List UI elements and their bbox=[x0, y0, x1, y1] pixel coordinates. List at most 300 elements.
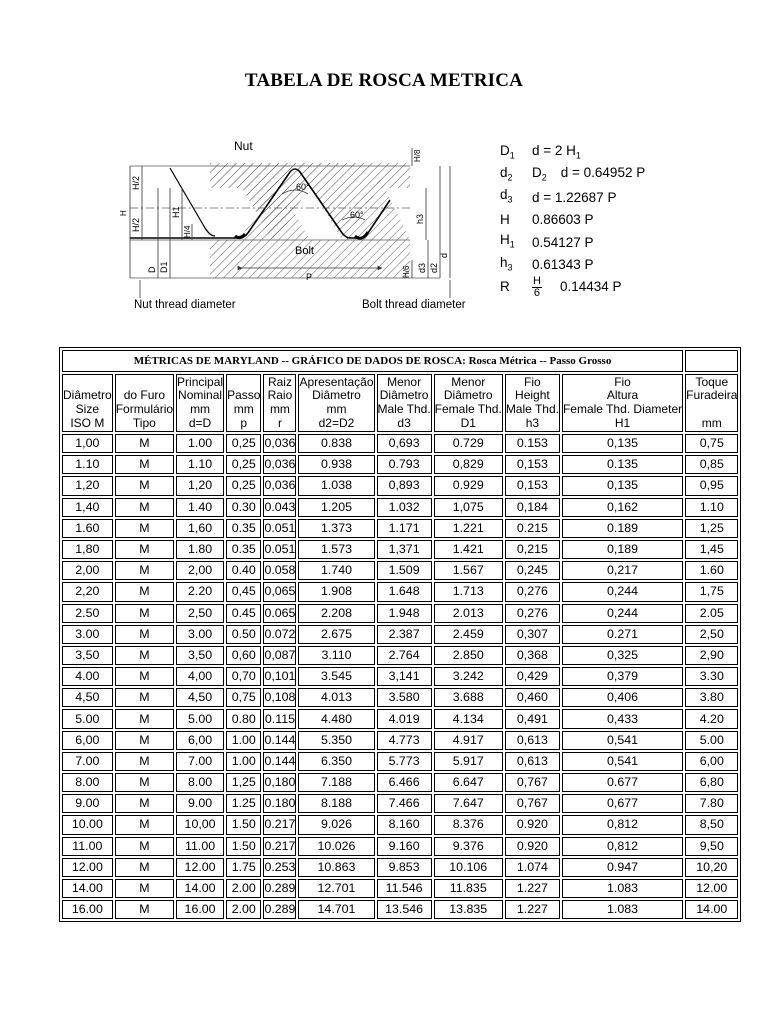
table-cell: M bbox=[115, 540, 174, 559]
formula-expression-text: d = 1.22687 P bbox=[532, 189, 617, 205]
table-cell: 0.189 bbox=[562, 519, 683, 538]
table-cell: 6.350 bbox=[298, 752, 374, 771]
formula-expression-text: 0.61343 P bbox=[532, 256, 594, 272]
table-cell: 7.188 bbox=[298, 773, 374, 792]
table-cell: M bbox=[115, 455, 174, 474]
formula-expression-text: d = 2 H bbox=[532, 142, 576, 158]
formula-symbol bbox=[500, 184, 532, 211]
column-header-line: Principal bbox=[177, 374, 224, 389]
formula-row bbox=[500, 232, 700, 254]
table-cell: 0,325 bbox=[562, 646, 683, 665]
table-cell: 0,189 bbox=[562, 540, 683, 559]
formula-row bbox=[500, 164, 700, 186]
formula-expression bbox=[532, 162, 645, 189]
table-cell: 1.60 bbox=[62, 519, 113, 538]
table-cell: 0.45 bbox=[226, 604, 261, 623]
table-cell: 6,00 bbox=[176, 731, 224, 750]
table-cell: 1.032 bbox=[377, 498, 432, 517]
table-row bbox=[62, 837, 738, 856]
table-row bbox=[62, 709, 738, 728]
table-cell: 8.376 bbox=[434, 815, 503, 834]
table-cell: 8.160 bbox=[377, 815, 432, 834]
table-cell: M bbox=[115, 879, 174, 898]
column-header-line: Apresentação bbox=[299, 374, 374, 389]
table-cell: 0,812 bbox=[562, 815, 683, 834]
label-d3: d3 bbox=[417, 262, 427, 273]
table-cell: 0.729 bbox=[434, 434, 503, 453]
table-cell: 0.144 bbox=[263, 731, 296, 750]
table-cell: 1,075 bbox=[434, 498, 503, 517]
table-cell: 0,087 bbox=[263, 646, 296, 665]
table-cell: 1.50 bbox=[226, 837, 261, 856]
table-cell: 1,45 bbox=[685, 540, 738, 559]
table-cell: M bbox=[115, 604, 174, 623]
table-cell: 0,812 bbox=[562, 837, 683, 856]
table-cell: 2,20 bbox=[62, 582, 113, 601]
table-cell: 9.376 bbox=[434, 837, 503, 856]
table-cell: 0.80 bbox=[226, 709, 261, 728]
table-cell: 5.350 bbox=[298, 731, 374, 750]
formula-symbol-letter: d bbox=[500, 187, 508, 203]
table-cell: 13.835 bbox=[434, 900, 503, 919]
table-cell: M bbox=[115, 709, 174, 728]
table-cell: 1,25 bbox=[685, 519, 738, 538]
table-cell: 5.00 bbox=[685, 731, 738, 750]
column-header-line: Height bbox=[515, 388, 550, 403]
table-cell: 14.00 bbox=[62, 879, 113, 898]
table-cell: 8.00 bbox=[176, 773, 224, 792]
column-header-line: Female Thd. Diameter bbox=[562, 402, 683, 416]
table-cell: 0,108 bbox=[263, 688, 296, 707]
formula-expression bbox=[532, 254, 594, 276]
table-cell: 0,677 bbox=[562, 794, 683, 813]
table-cell: 4,50 bbox=[62, 688, 113, 707]
table-cell: 10,20 bbox=[685, 858, 738, 877]
table-cell: 1.227 bbox=[505, 879, 560, 898]
table-row bbox=[62, 794, 738, 813]
formula-expression bbox=[532, 187, 616, 209]
table-cell: 10.00 bbox=[62, 815, 113, 834]
table-cell: 1,40 bbox=[62, 498, 113, 517]
table-cell: 11.00 bbox=[176, 837, 224, 856]
table-cell: 9,50 bbox=[685, 837, 738, 856]
table-cell: 0.289 bbox=[263, 900, 296, 919]
column-header-line: Size bbox=[75, 402, 100, 416]
table-cell: M bbox=[115, 752, 174, 771]
table-cell: 0,829 bbox=[434, 455, 503, 474]
thread-table-container bbox=[59, 347, 738, 922]
table-cell: 14.00 bbox=[685, 900, 738, 919]
column-header-line: Male Thd. bbox=[505, 402, 559, 416]
column-header-line: Diâmetro bbox=[63, 388, 112, 403]
formula-row bbox=[500, 187, 700, 209]
table-cell: 1,60 bbox=[176, 519, 224, 538]
column-header-line: mm bbox=[190, 402, 211, 416]
table-cell: 0.051 bbox=[263, 540, 296, 559]
table-cell: 1,20 bbox=[62, 476, 113, 495]
table-cell: 7.00 bbox=[62, 752, 113, 771]
formula-expression-text: 0.14434 P bbox=[559, 279, 622, 295]
table-cell: 0.271 bbox=[562, 625, 683, 644]
table-cell: 0.217 bbox=[263, 837, 296, 856]
table-cell: 5.00 bbox=[62, 709, 113, 728]
table-cell: 1.948 bbox=[377, 604, 432, 623]
table-cell: 1.10 bbox=[685, 498, 738, 517]
table-cell: 14.00 bbox=[176, 879, 224, 898]
table-cell: M bbox=[115, 582, 174, 601]
table-cell: 0.677 bbox=[562, 773, 683, 792]
table-cell: 1.567 bbox=[434, 561, 503, 580]
table-cell: 0,613 bbox=[505, 731, 560, 750]
table-cell: 0.920 bbox=[505, 837, 560, 856]
formula-expression bbox=[532, 209, 594, 231]
column-header-line bbox=[116, 376, 173, 390]
table-cell: 0,70 bbox=[226, 667, 261, 686]
table-cell: 0.180 bbox=[263, 794, 296, 813]
table-cell: 1.00 bbox=[176, 434, 224, 453]
table-cell: 0,276 bbox=[505, 604, 560, 623]
table-cell: 1.083 bbox=[562, 900, 683, 919]
table-cell: 2.00 bbox=[226, 900, 261, 919]
column-header-line: Passo bbox=[227, 388, 261, 403]
formula-symbol-subscript: 3 bbox=[507, 262, 513, 273]
table-cell: 1.573 bbox=[298, 540, 374, 559]
table-cell: 1.205 bbox=[298, 498, 374, 517]
table-cell: 6,80 bbox=[685, 773, 738, 792]
table-cell: 0,767 bbox=[505, 794, 560, 813]
table-cell: 8,50 bbox=[685, 815, 738, 834]
table-cell: 0,065 bbox=[263, 582, 296, 601]
table-cell: 0.30 bbox=[226, 498, 261, 517]
label-d2: d2 bbox=[429, 262, 439, 273]
column-header bbox=[263, 374, 296, 432]
table-cell: 1,00 bbox=[62, 434, 113, 453]
table-cell: 0.115 bbox=[263, 709, 296, 728]
table-cell: 1,75 bbox=[685, 582, 738, 601]
table-cell: 0,429 bbox=[505, 667, 560, 686]
table-cell: 9.853 bbox=[377, 858, 432, 877]
table-row bbox=[62, 879, 738, 898]
table-cell: 9.026 bbox=[298, 815, 374, 834]
label-h1: H1 bbox=[171, 206, 181, 218]
label-h2-a: H/2 bbox=[131, 175, 141, 190]
table-cell: 1.75 bbox=[226, 858, 261, 877]
table-cell: 1.908 bbox=[298, 582, 374, 601]
bolt-region bbox=[210, 178, 410, 278]
label-h4: H/4 bbox=[183, 225, 192, 238]
table-row bbox=[62, 773, 738, 792]
table-cell: 4.134 bbox=[434, 709, 503, 728]
column-header bbox=[685, 374, 738, 432]
table-cell: 1.221 bbox=[434, 519, 503, 538]
column-header-line bbox=[686, 403, 737, 417]
formula-expression bbox=[560, 276, 622, 298]
table-cell: 10.106 bbox=[434, 858, 503, 877]
column-header-line: Fio bbox=[524, 374, 541, 389]
table-cell: 0,491 bbox=[505, 709, 560, 728]
label-h6: H/6 bbox=[402, 265, 411, 278]
table-cell: 0,036 bbox=[263, 434, 296, 453]
table-cell: 7.647 bbox=[434, 794, 503, 813]
table-cell: 11.00 bbox=[62, 837, 113, 856]
table-cell: 3.242 bbox=[434, 667, 503, 686]
column-header bbox=[434, 374, 503, 432]
table-cell: 4.20 bbox=[685, 709, 738, 728]
column-header-line: d2=D2 bbox=[318, 415, 355, 430]
table-cell: 0,25 bbox=[226, 476, 261, 495]
table-cell: 0,245 bbox=[505, 561, 560, 580]
formula-expression-subscript: 2 bbox=[541, 172, 547, 183]
table-cell: 0,036 bbox=[263, 455, 296, 474]
formula-symbol-subscript: 1 bbox=[509, 150, 515, 161]
column-header bbox=[562, 374, 683, 432]
table-cell: 0,180 bbox=[263, 773, 296, 792]
table-caption-suffix: Rosca Métrica -- Passo Grosso bbox=[468, 354, 612, 367]
column-header-line: Furadeira bbox=[686, 388, 738, 403]
table-row bbox=[62, 519, 738, 538]
table-cell: 1.038 bbox=[298, 476, 374, 495]
table-cell: 1.10 bbox=[62, 455, 113, 474]
table-cell: 9.00 bbox=[176, 794, 224, 813]
table-cell: 12.00 bbox=[62, 858, 113, 877]
table-cell: 1.227 bbox=[505, 900, 560, 919]
table-cell: 1.10 bbox=[176, 455, 224, 474]
column-header-line: Menor bbox=[451, 374, 486, 389]
table-cell: 0,244 bbox=[562, 604, 683, 623]
formula-row bbox=[500, 254, 700, 276]
table-cell: 0.217 bbox=[263, 815, 296, 834]
table-cell: 0.50 bbox=[226, 625, 261, 644]
table-cell: 7.00 bbox=[176, 752, 224, 771]
table-cell: 1.713 bbox=[434, 582, 503, 601]
column-header-line: D1 bbox=[460, 415, 476, 430]
table-cell: 3,141 bbox=[377, 667, 432, 686]
table-cell: 4.480 bbox=[298, 709, 374, 728]
table-cell: 2.00 bbox=[226, 879, 261, 898]
table-cell: 16.00 bbox=[62, 900, 113, 919]
formula-symbol-letter: d bbox=[500, 165, 508, 181]
table-cell: 10.026 bbox=[298, 837, 374, 856]
table-cell: 0.920 bbox=[505, 815, 560, 834]
table-cell: 3.580 bbox=[377, 688, 432, 707]
table-cell: 2,90 bbox=[685, 646, 738, 665]
table-cell: 10,00 bbox=[176, 815, 224, 834]
table-cell: 4,50 bbox=[176, 688, 224, 707]
table-caption-row bbox=[62, 350, 738, 372]
table-row bbox=[62, 604, 738, 623]
table-cell: 1,20 bbox=[176, 476, 224, 495]
table-cell: 2.05 bbox=[685, 604, 738, 623]
formula-expression-text: 0.54127 P bbox=[532, 234, 594, 250]
table-row bbox=[62, 434, 738, 453]
formula-symbol bbox=[500, 209, 532, 231]
column-header-line: Female Thd. bbox=[434, 402, 502, 416]
table-cell: 1.740 bbox=[298, 561, 374, 580]
table-cell: M bbox=[115, 519, 174, 538]
table-cell: 6.466 bbox=[377, 773, 432, 792]
formula-expression-subscript: 1 bbox=[575, 150, 581, 161]
table-cell: 1.074 bbox=[505, 858, 560, 877]
column-header-line: Altura bbox=[606, 388, 639, 403]
column-header-line: Male Thd. bbox=[377, 402, 431, 416]
table-header-row bbox=[62, 374, 738, 432]
table-cell: 7.80 bbox=[685, 794, 738, 813]
table-cell: 0,541 bbox=[562, 752, 683, 771]
table-cell: 3,50 bbox=[176, 646, 224, 665]
table-cell: 0.938 bbox=[298, 455, 374, 474]
label-dd: d bbox=[439, 252, 449, 258]
table-cell: 2.459 bbox=[434, 625, 503, 644]
table-cell: 0.253 bbox=[263, 858, 296, 877]
column-header-line: mm bbox=[233, 402, 254, 416]
table-cell: 0.215 bbox=[505, 519, 560, 538]
formula-symbol-letter: H bbox=[500, 212, 510, 228]
table-cell: 2.013 bbox=[434, 604, 503, 623]
table-cell: 0,217 bbox=[562, 561, 683, 580]
column-header-line: p bbox=[240, 415, 248, 430]
column-header bbox=[226, 374, 261, 432]
column-header bbox=[115, 374, 174, 432]
table-row bbox=[62, 752, 738, 771]
p-label: P bbox=[306, 272, 313, 282]
column-header-line: d3 bbox=[397, 415, 411, 430]
table-cell: 2.387 bbox=[377, 625, 432, 644]
formula-row bbox=[500, 276, 700, 298]
table-cell: 0,307 bbox=[505, 625, 560, 644]
table-cell: 1.00 bbox=[226, 731, 261, 750]
table-cell: 0,45 bbox=[226, 582, 261, 601]
table-cell: 0,75 bbox=[685, 434, 738, 453]
table-row bbox=[62, 731, 738, 750]
formula-symbol bbox=[500, 276, 532, 298]
table-cell: 0.947 bbox=[562, 858, 683, 877]
column-header-line: Raiz bbox=[267, 374, 292, 389]
formula-symbol-subscript: 3 bbox=[507, 195, 513, 206]
table-cell: 7.466 bbox=[377, 794, 432, 813]
table-cell: 0,60 bbox=[226, 646, 261, 665]
table-cell: 0,244 bbox=[562, 582, 683, 601]
table-cell: 1.509 bbox=[377, 561, 432, 580]
table-cell: 2.675 bbox=[298, 625, 374, 644]
table-cell: 10.863 bbox=[298, 858, 374, 877]
table-cell: 0.043 bbox=[263, 498, 296, 517]
table-cell: 5.00 bbox=[176, 709, 224, 728]
table-cell: 1.40 bbox=[176, 498, 224, 517]
table-cell: 0.40 bbox=[226, 561, 261, 580]
table-caption-prefix: MÉTRICAS DE MARYLAND -- GRÁFICO DE DADOS DE ROSCA: bbox=[133, 354, 466, 367]
thread-table bbox=[59, 347, 741, 922]
formula-fraction bbox=[532, 276, 542, 299]
column-header-line: Fio bbox=[614, 374, 631, 389]
table-cell: 0,767 bbox=[505, 773, 560, 792]
formula-symbol-letter: h bbox=[500, 254, 508, 270]
label-h3: h3 bbox=[415, 213, 425, 224]
table-cell: 0,460 bbox=[505, 688, 560, 707]
formula-symbol-subscript: 1 bbox=[509, 239, 515, 250]
table-cell: M bbox=[115, 794, 174, 813]
table-row bbox=[62, 858, 738, 877]
table-cell: M bbox=[115, 498, 174, 517]
column-header-line: do Furo bbox=[123, 388, 166, 403]
table-row bbox=[62, 582, 738, 601]
table-cell: 0,85 bbox=[685, 455, 738, 474]
table-cell: 1.648 bbox=[377, 582, 432, 601]
table-cell: M bbox=[115, 858, 174, 877]
nut-label: Nut bbox=[234, 139, 253, 153]
table-cell: 16.00 bbox=[176, 900, 224, 919]
page-title: TABELA DE ROSCA METRICA bbox=[244, 70, 524, 91]
table-row bbox=[62, 625, 738, 644]
table-cell: 8.188 bbox=[298, 794, 374, 813]
column-header-line bbox=[63, 376, 112, 390]
table-row bbox=[62, 815, 738, 834]
table-cell: 2,00 bbox=[62, 561, 113, 580]
column-header bbox=[298, 374, 374, 432]
column-header-line: r bbox=[277, 415, 282, 430]
table-cell: 1.60 bbox=[685, 561, 738, 580]
formula-symbol-letter: R bbox=[500, 279, 510, 295]
table-cell: 0.153 bbox=[505, 434, 560, 453]
label-d1: D1 bbox=[159, 261, 169, 273]
table-cell: 3.80 bbox=[685, 688, 738, 707]
formula-symbol bbox=[500, 252, 532, 279]
table-cell: 0.051 bbox=[263, 519, 296, 538]
table-cell: 0,379 bbox=[562, 667, 683, 686]
table-cell: 0,893 bbox=[377, 476, 432, 495]
table-cell: 3,50 bbox=[62, 646, 113, 665]
table-cell: 0.072 bbox=[263, 625, 296, 644]
fraction-denominator: 6 bbox=[533, 287, 541, 300]
table-cell: 1.421 bbox=[434, 540, 503, 559]
table-cell: 0,693 bbox=[377, 434, 432, 453]
table-cell: 9.00 bbox=[62, 794, 113, 813]
column-header-line: ISO M bbox=[70, 415, 105, 430]
column-header-line: mm bbox=[269, 402, 290, 416]
formula-list bbox=[500, 142, 700, 299]
label-h2-b: H/2 bbox=[131, 217, 141, 232]
table-cell: 0.793 bbox=[377, 455, 432, 474]
label-d: D bbox=[147, 266, 157, 273]
table-cell: M bbox=[115, 434, 174, 453]
table-cell: 0,95 bbox=[685, 476, 738, 495]
formula-symbol-letter: H bbox=[500, 232, 510, 248]
table-row bbox=[62, 646, 738, 665]
table-cell: 0,153 bbox=[505, 455, 560, 474]
table-cell: 1,371 bbox=[377, 540, 432, 559]
table-cell: 2.208 bbox=[298, 604, 374, 623]
table-cell: 0,135 bbox=[562, 434, 683, 453]
column-header bbox=[62, 374, 113, 432]
column-header-line: mm bbox=[326, 402, 347, 416]
table-cell: 3.00 bbox=[176, 625, 224, 644]
formula-row bbox=[500, 209, 700, 231]
table-cell: M bbox=[115, 688, 174, 707]
table-cell: 2,50 bbox=[685, 625, 738, 644]
table-cell: 0.838 bbox=[298, 434, 374, 453]
table-row bbox=[62, 688, 738, 707]
table-cell: 4,00 bbox=[176, 667, 224, 686]
table-cell: 2.764 bbox=[377, 646, 432, 665]
table-caption-empty bbox=[685, 350, 738, 372]
table-cell: 3.110 bbox=[298, 646, 374, 665]
table-cell: M bbox=[115, 837, 174, 856]
column-header-line: Menor bbox=[387, 374, 422, 389]
table-row bbox=[62, 476, 738, 495]
table-cell: 0.929 bbox=[434, 476, 503, 495]
table-cell: 2,00 bbox=[176, 561, 224, 580]
table-cell: 1.25 bbox=[226, 794, 261, 813]
table-cell: 11.835 bbox=[434, 879, 503, 898]
